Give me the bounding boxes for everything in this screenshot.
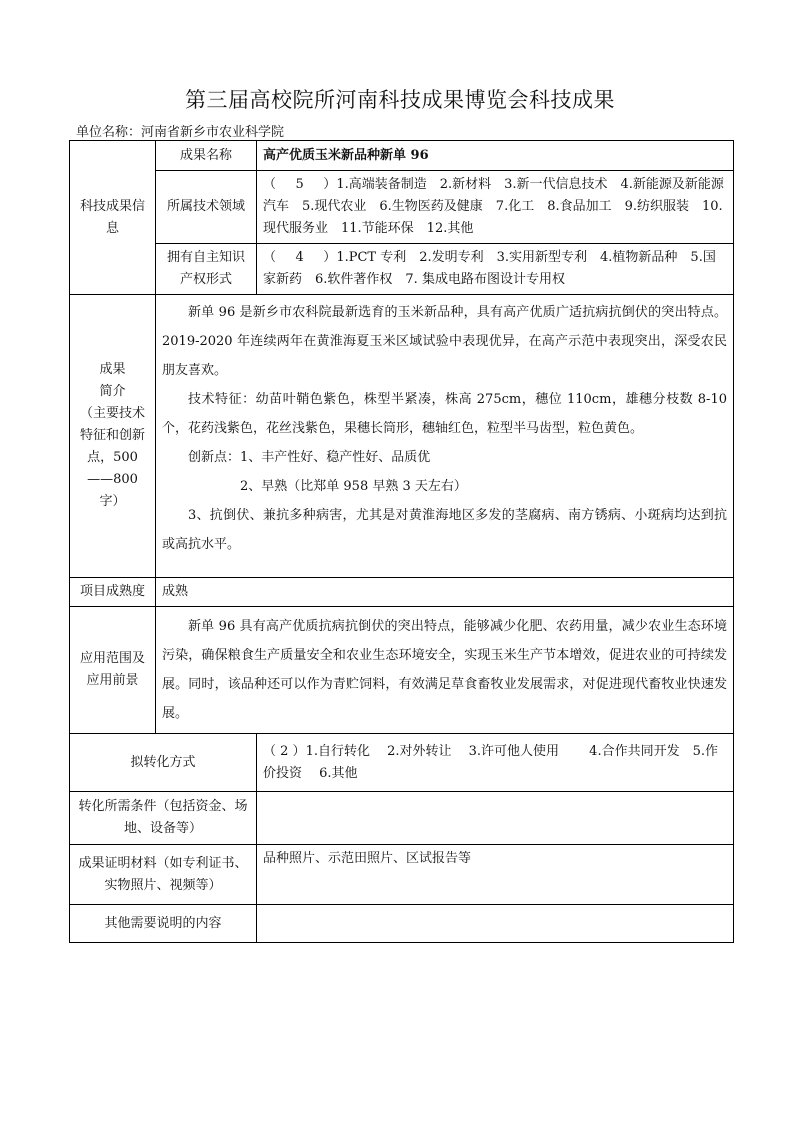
name-label: 成果名称 — [156, 141, 257, 171]
row-conditions — [70, 792, 734, 845]
unit-value: 河南省新乡市农业科学院 — [141, 125, 285, 140]
unit-label: 单位名称： — [76, 125, 142, 140]
evidence-label: 成果证明材料（如专利证书、实物照片、视频等） — [70, 845, 257, 905]
name-value: 高产优质玉米新品种新单 96 — [257, 141, 734, 171]
intro-label-2: 简介 — [99, 384, 126, 399]
intro-paragraph-4: 2、早熟（比郑单 958 早熟 3 天左右） — [240, 479, 467, 494]
intro-label-1: 成果 — [99, 362, 126, 377]
other-label: 其他需要说明的内容 — [70, 905, 257, 943]
field-options: 1.高端装备制造 2.新材料 3.新一代信息技术 4.新能源及新能源汽车 5.现代农业 6.生物医药及健康 7.化工 8.食品加工 9.纺织服装 10.现代服务业 11.节能环保 12.其他 — [263, 177, 724, 236]
field-label: 所属技术领域 — [156, 171, 257, 244]
row-ip — [70, 244, 734, 295]
evidence-value: 品种照片、示范田照片、区试报告等 — [257, 845, 734, 905]
application-label: 应用范围及应用前景 — [70, 607, 156, 734]
conditions-label: 转化所需条件（包括资金、场地、设备等） — [70, 792, 257, 845]
transfer-choice: 2 — [280, 743, 289, 759]
application-text: 新单 96 具有高产优质抗病抗倒伏的突出特点，能够减少化肥、农药用量，减少农业生态环境污染，确保粮食生产质量安全和农业生态环境安全，实现玉米生产节本增效，促进农业的可持续发展。同时，该品种还可以作为青贮饲料，有效满足草食畜牧业发展需求，对促进现代畜牧业快速发展。 — [156, 607, 734, 734]
intro-label-3: （主要技术特征和创新点，500——800 字） — [79, 406, 145, 509]
other-value — [257, 905, 734, 943]
row-field — [70, 171, 734, 244]
row-evidence — [70, 845, 734, 905]
document-title: 第三届高校院所河南科技成果博览会科技成果 — [185, 88, 615, 112]
row-other — [70, 905, 734, 943]
achievement-form — [69, 140, 734, 943]
unit-line — [76, 121, 284, 140]
transfer-options: 1.自行转化 2.对外转让 3.许可他人使用 4.合作共同开发 5.作价投资 6.其他 — [263, 743, 718, 781]
ip-options: 1.PCT 专利 2.发明专利 3.实用新型专利 4.植物新品种 5.国家新药 6.软件著作权 7. 集成电路布图设计专用权 — [263, 250, 716, 287]
row-intro — [70, 295, 734, 578]
field-choice: 5 — [295, 177, 304, 192]
ip-choice: 4 — [295, 250, 304, 265]
ip-label: 拥有自主知识产权形式 — [156, 244, 257, 295]
row-transfer — [70, 734, 734, 792]
intro-paragraph-2: 技术特征：幼苗叶鞘色紫色，株型半紧凑，株高 275cm，穗位 110cm，雄穗分枝数 8-10 个，花药浅紫色，花丝浅紫色，果穗长筒形，穗轴红色，粒型半马齿型，粒色黄色。 — [162, 392, 727, 436]
transfer-label: 拟转化方式 — [70, 734, 257, 792]
intro-paragraph-5: 3、抗倒伏、兼抗多种病害，尤其是对黄淮海地区多发的茎腐病、南方锈病、小斑病均达到抗或高抗水平。 — [162, 508, 727, 552]
field-cell: （ 5 ）1.高端装备制造 2.新材料 3.新一代信息技术 4.新能源及新能源汽车 5.现代农业 6.生物医药及健康 7.化工 8.食品加工 9.纺织服装 10.现代服务业 11.节能环保 12.其他 — [257, 171, 734, 244]
intro-content — [156, 295, 734, 578]
row-name — [70, 141, 734, 171]
maturity-value: 成熟 — [156, 578, 734, 607]
transfer-cell: （ 2 ）1.自行转化 2.对外转让 3.许可他人使用 4.合作共同开发 5.作价投资 6.其他 — [257, 734, 734, 792]
intro-paragraph-1: 新单 96 是新乡市农科院最新选育的玉米新品种，具有高产优质广适抗病抗倒伏的突出特点。2019-2020 年连续两年在黄淮海夏玉米区域试验中表现优异，在高产示范中表现突出，深受农民朋友喜欢。 — [162, 305, 727, 378]
row-maturity — [70, 578, 734, 607]
info-section-label: 科技成果信息 — [70, 141, 156, 295]
conditions-value — [257, 792, 734, 845]
ip-cell: （ 4 ）1.PCT 专利 2.发明专利 3.实用新型专利 4.植物新品种 5.国家新药 6.软件著作权 7. 集成电路布图设计专用权 — [257, 244, 734, 295]
intro-paragraph-3: 创新点：1、丰产性好、稳产性好、品质优 — [188, 450, 431, 465]
maturity-label: 项目成熟度 — [70, 578, 156, 607]
row-application — [70, 607, 734, 734]
